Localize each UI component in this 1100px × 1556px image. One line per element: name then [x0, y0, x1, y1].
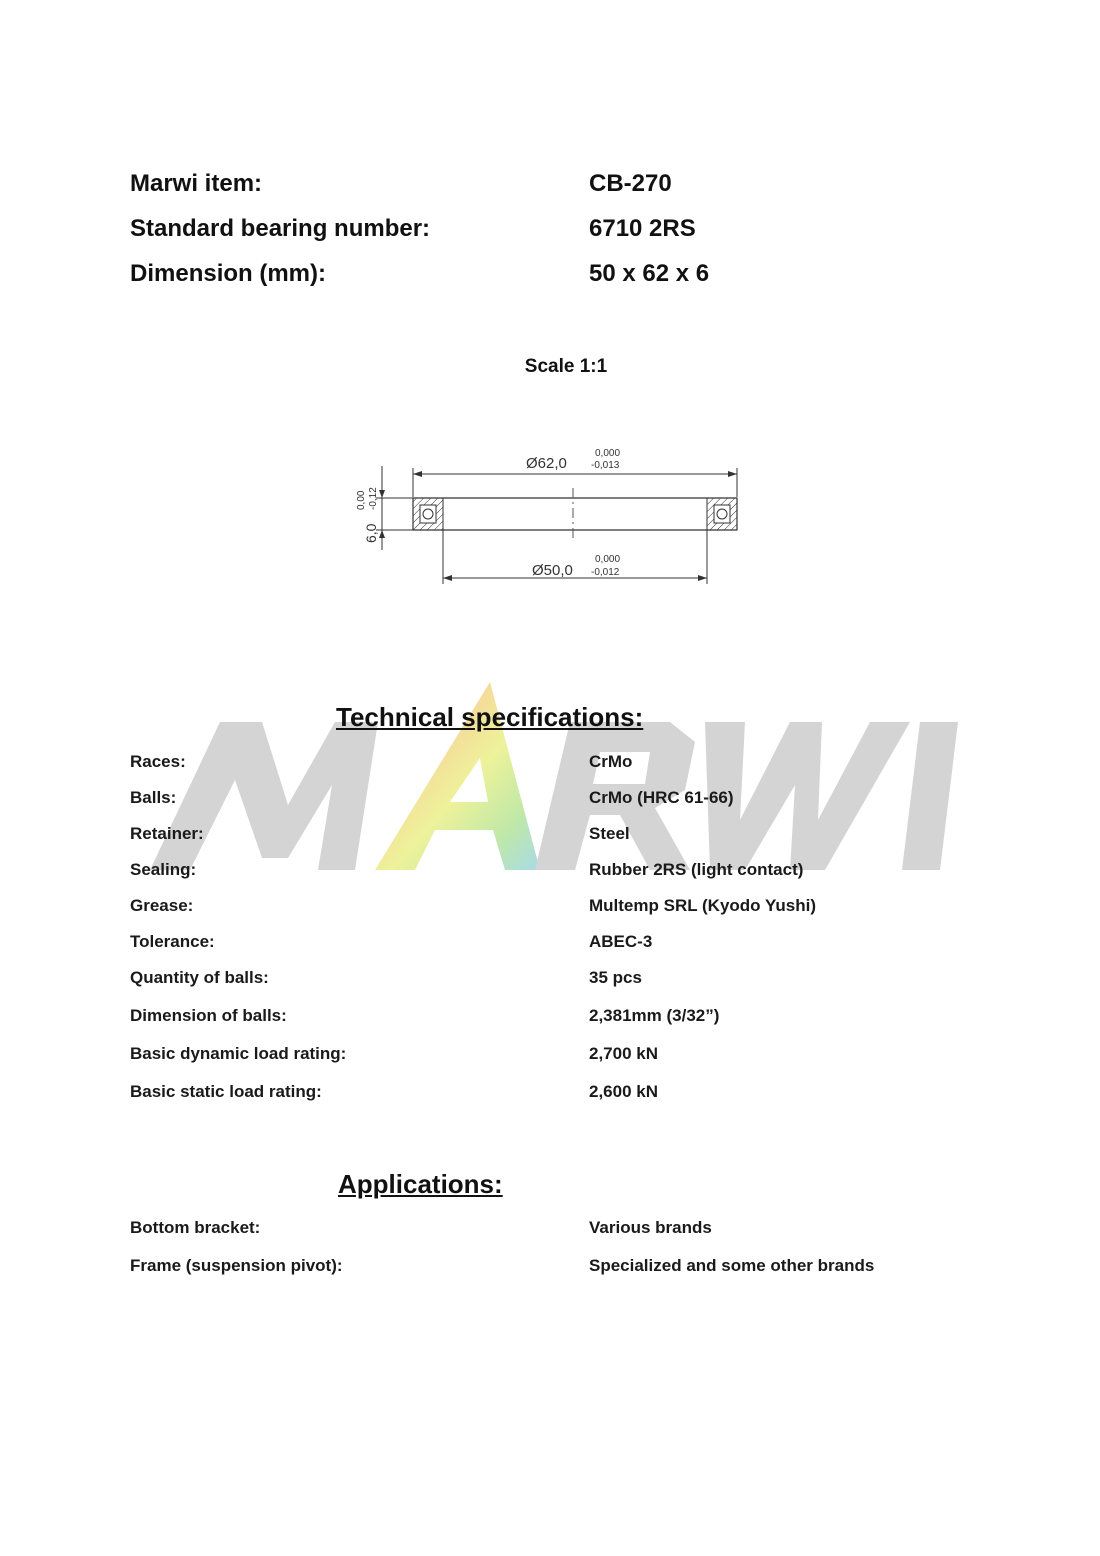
spec-row [130, 1044, 1030, 1070]
spec-label: Balls: [130, 788, 177, 807]
scale-label: Scale 1:1 [524, 356, 608, 377]
header-label: Marwi item: [130, 170, 263, 197]
outer-diameter-label: Ø62,0 [526, 455, 567, 472]
technical-specs-title: Technical specifications: [336, 702, 644, 732]
applications-title: Applications: [338, 1169, 503, 1199]
width-tol-lower: -0,12 [368, 487, 379, 510]
spec-value: 2,600 kN [589, 1082, 658, 1101]
spec-value: CrMo [589, 752, 633, 771]
spec-row [130, 752, 1030, 778]
spec-row [130, 788, 1030, 814]
application-label: Bottom bracket: [130, 1218, 261, 1237]
header-label: Dimension (mm): [130, 260, 327, 287]
spec-row [130, 968, 1030, 994]
application-row [130, 1218, 1030, 1244]
header-row-item [130, 170, 1030, 204]
bearing-drawing [340, 440, 760, 600]
outer-tol-lower: -0,013 [591, 460, 620, 471]
header-label: Standard bearing number: [130, 215, 431, 242]
watermark-text: MARWI [150, 680, 154, 681]
spec-label: Races: [130, 752, 186, 771]
application-label: Frame (suspension pivot): [130, 1256, 343, 1275]
width-tol-upper: 0,00 [356, 490, 367, 510]
width-label: 6,0 [363, 523, 379, 543]
spec-label: Tolerance: [130, 932, 215, 951]
spec-row [130, 932, 1030, 958]
spec-row [130, 1082, 1030, 1108]
header-value: 50 x 62 x 6 [589, 260, 710, 287]
spec-label: Dimension of balls: [130, 1006, 287, 1025]
header-row-dimension [130, 260, 1030, 294]
header-value: 6710 2RS [589, 215, 696, 242]
spec-value: CrMo (HRC 61-66) [589, 788, 734, 807]
spec-value: Rubber 2RS (light contact) [589, 860, 804, 879]
spec-label: Basic dynamic load rating: [130, 1044, 347, 1063]
spec-label: Basic static load rating: [130, 1082, 322, 1101]
spec-value: 2,381mm (3/32”) [589, 1006, 720, 1025]
spec-label: Grease: [130, 896, 194, 915]
spec-value: Steel [589, 824, 630, 843]
spec-value: ABEC-3 [589, 932, 653, 951]
spec-value: 35 pcs [589, 968, 642, 987]
spec-row [130, 896, 1030, 922]
spec-row [130, 824, 1030, 850]
spec-label: Sealing: [130, 860, 197, 879]
spec-row [130, 1006, 1030, 1032]
spec-value: 2,700 kN [589, 1044, 658, 1063]
inner-tol-upper: 0,000 [595, 554, 621, 565]
inner-tol-lower: -0,012 [591, 567, 620, 578]
spec-label: Retainer: [130, 824, 204, 843]
application-value: Specialized and some other brands [589, 1256, 875, 1275]
spec-value: Multemp SRL (Kyodo Yushi) [589, 896, 816, 915]
application-row [130, 1256, 1030, 1282]
header-value: CB-270 [589, 170, 672, 197]
inner-diameter-label: Ø50,0 [532, 562, 573, 579]
outer-tol-upper: 0,000 [595, 448, 621, 459]
spec-label: Quantity of balls: [130, 968, 269, 987]
header-row-bearing-number [130, 215, 1030, 249]
application-value: Various brands [589, 1218, 712, 1237]
spec-row [130, 860, 1030, 886]
